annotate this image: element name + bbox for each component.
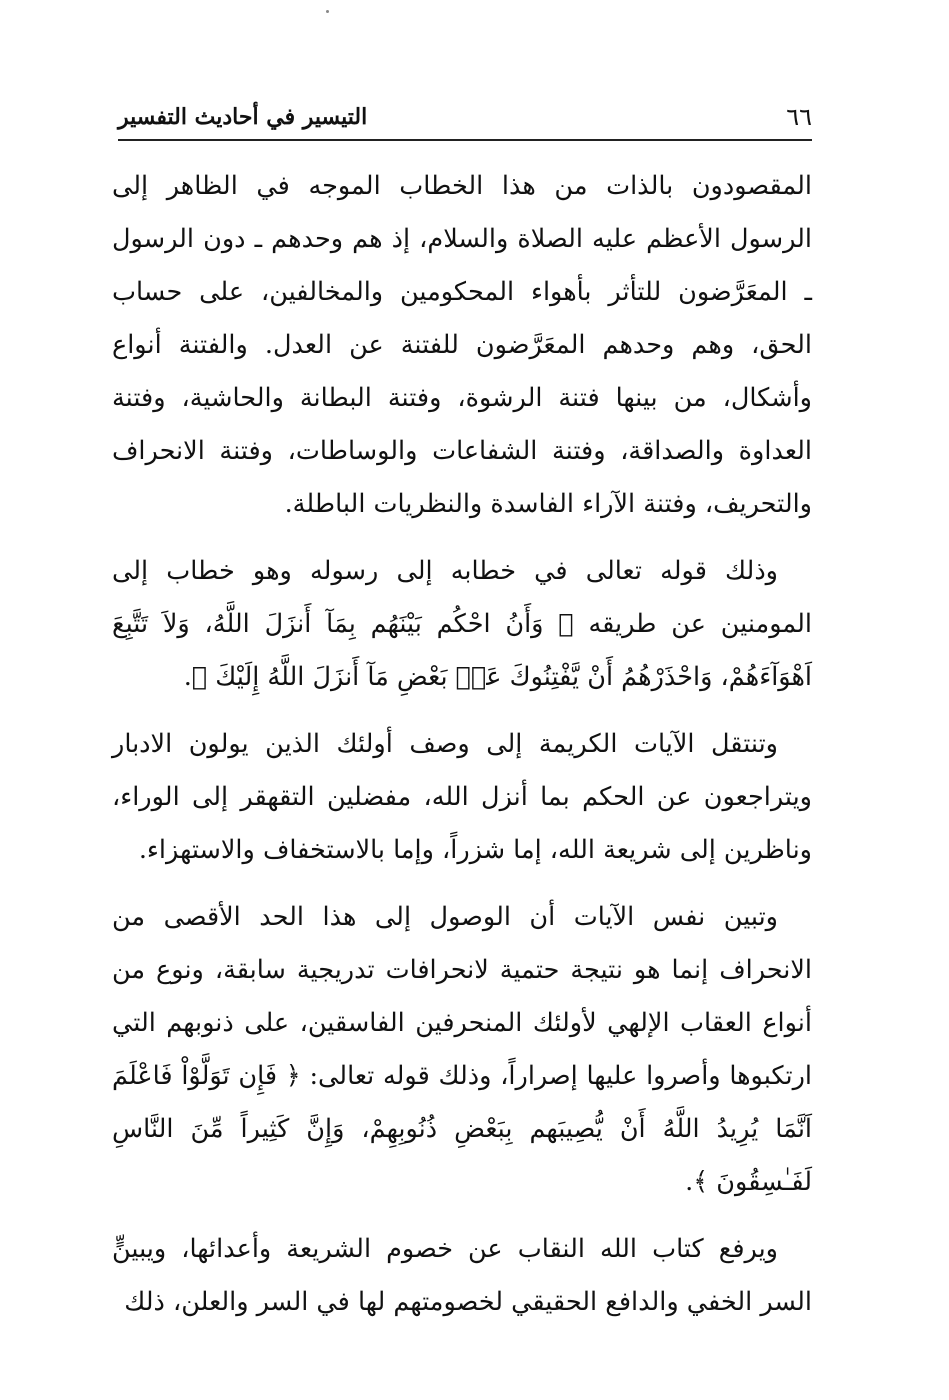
scan-speck	[326, 10, 329, 13]
paragraph: ويرفع كتاب الله النقاب عن خصوم الشريعة وأعدائها، ويبينٍّ السر الخفي والدافع الحقيقي لخصومتهم لها في السر والعلن، ذلك	[112, 1234, 812, 1317]
paragraph: وذلك قوله تعالى في خطابه إلى رسوله وهو خطاب إلى المومنين عن طريقه ﴿ وَأَنُ احْكُم بَيْنَهُم بِمَآ أَنزَلَ اللَّهُ، وَلاَ تَتَّبِعَ اَهْوَآءَهُمْ، وَاحْذَرْهُمُ أَنْ يَّفْتِنُوكَ عَنۢ بَعْضِ مَآ أَنزَلَ اللَّهُ إِلَيْكَ ﴾.	[112, 556, 812, 692]
running-title: التيسير في أحاديث التفسير	[118, 104, 368, 130]
header-rule	[118, 139, 812, 141]
paragraph: المقصودون بالذات من هذا الخطاب الموجه في الظاهر إلى الرسول الأعظم عليه الصلاة والسلام، إذ هم وحدهم ـ دون الرسول ـ المعَرَّضون للتأثر بأهواء المحكومين والمخالفين، على حساب الحق، وهم وحدهم المعَرَّضون للفتنة عن العدل. والفتنة أنواع وأشكال، من بينها فتنة الرشوة، وفتنة البطانة والحاشية، وفتنة العداوة والصداقة، وفتنة الشفاعات والوساطات، وفتنة الانحراف والتحريف، وفتنة الآراء الفاسدة والنظريات الباطلة.	[112, 171, 812, 519]
paragraph: وتبين نفس الآيات أن الوصول إلى هذا الحد الأقصى من الانحراف إنما هو نتيجة حتمية لانحرافات تدريجية سابقة، ونوع من أنواع العقاب الإلهي لأولئك المنحرفين الفاسقين، على ذنوبهم التي ارتكبوها وأصروا عليها إصراراً، وذلك قوله تعالى: ﴿ فَإِن تَوَلَّوْاْ فَاعْلَمَ اَنَّمَا يُرِيدُ اللَّهُ أَنْ يُّصِيبَهم بِبَعْضِ ذُنُوبِهِمْ، وَإِنَّ كَثِيراً مِّنَ النَّاسِ لَفَـٰسِقُونَ ﴾.	[112, 902, 812, 1197]
paragraph: وتنتقل الآيات الكريمة إلى وصف أولئك الذين يولون الادبار ويتراجعون عن الحكم بما أنزل الله، مفضلين التقهقر إلى الوراء، وناظرين إلى شريعة الله، إما شزراً، وإما بالاستخفاف والاستهزاء.	[112, 729, 812, 865]
page-header	[118, 102, 812, 140]
page-number: ٦٦	[786, 103, 812, 131]
page-body	[112, 160, 812, 1329]
